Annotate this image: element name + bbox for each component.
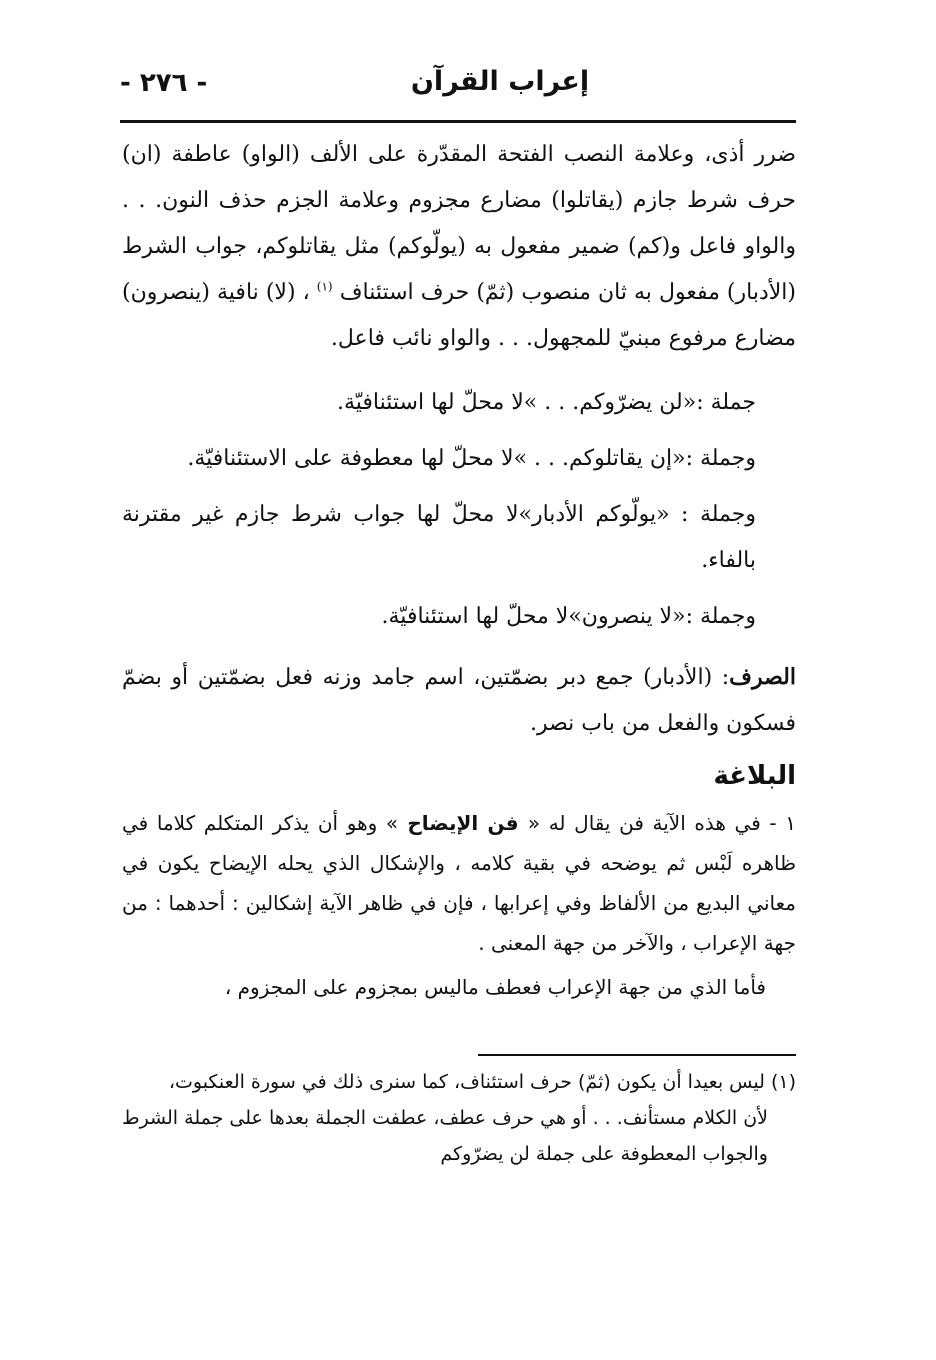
page-number: - ٢٧٦ -: [120, 68, 208, 98]
morphology-label: الصرف: [729, 664, 796, 690]
text-line: ضرر أذى، وعلامة النصب الفتحة المقدّرة على الألف (الواو) عاطفة: [171, 142, 796, 167]
footnote-1-continuation: [122, 1100, 796, 1172]
page-header: [120, 62, 796, 108]
sentence-note-4: وجملة :«لا ينصرون»لا محلّ لها استئنافيّة.: [381, 604, 756, 629]
text-line: في معاني البديع من الألفاظ وفي إعرابها ، فإن في ظاهر الآية إشكالين :: [122, 851, 797, 915]
text-line: (لا) نافية (ينصرون) مضارع مرفوع مبنيّ للمجهول. . . والواو نائب: [122, 280, 796, 351]
footnote-line: الشرط والجواب المعطوفة على جملة لن يضرّوكم: [122, 1107, 768, 1165]
footnote-line: لأن الكلام مستأنف. . . أو هي حرف عطف، عطفت الجملة بعدها على جملة: [184, 1107, 768, 1129]
sentence-note-2: وجملة :«إن يقاتلوكم. . . »لا محلّ لها معطوفة على الاستئنافيّة.: [187, 446, 756, 471]
footnote-reference: (١): [316, 279, 333, 294]
text-line: بضمّتين أو بضمّ فسكون والفعل من باب نصر.: [122, 665, 796, 736]
text-line: ١ - في هذه الآية فن يقال له «: [527, 811, 797, 835]
text-line: أحدهما : من جهة الإعراب ، والآخر من جهة المعنى .: [122, 891, 796, 955]
term-bold: فن الإيضاح: [398, 811, 528, 835]
text-line: فاعل.: [330, 326, 385, 351]
text-line: : (الأدبار) جمع دبر بضمّتين، اسم جامد وزنه فعل: [275, 665, 730, 690]
sentence-note-1: جملة :«لن يضرّوكم. . . »لا محلّ لها استئنافيّة.: [336, 390, 756, 415]
text-line: النون. . . والواو فاعل و(كم) ضمير مفعول به (يولّوكم) مثل يقاتلوكم،: [122, 188, 796, 259]
text-line: ظاهره لَبْس ثم يوضحه في بقية كلامه ، والإشكال الذي يحله الإيضاح يكون: [157, 851, 796, 875]
header-rule: [120, 120, 796, 123]
footnote-1: [122, 1064, 796, 1100]
footnote-line: (١) ليس بعيدا أن يكون (ثمّ) حرف استئناف، كما سنرى ذلك في سورة العنكبوت،: [168, 1071, 796, 1093]
morphology-paragraph: [122, 654, 796, 747]
text-line: وجملة : «يولّوكم الأدبار»لا محلّ لها جواب شرط جازم غير مقترنة: [122, 502, 756, 527]
footnotes: [122, 1064, 796, 1172]
parsing-paragraph: ضرر أذى، وعلامة النصب الفتحة المقدّرة على الألف (الواو) عاطفة (ان) حرف شرط جازم (يقاتلوا) مضارع مجزوم وعلامة الجزم حذف النون. . . والواو فاعل و(كم) ضمير مفعول به (يولّوكم) مثل يقاتلوكم، جواب الشرط (الأدبار) مفعول به ثان منصوب (ثمّ) حرف استئناف $^{(١)}$ ، (لا) نافية (ينصرون) مضارع مرفوع مبنيّ للمجهول. . . والواو نائب فاعل.: [122, 142, 797, 351]
text-line: » وهو أن يذكر المتكلم كلاما في: [122, 811, 399, 835]
text-line: (ان) حرف شرط جازم (يقاتلوا) مضارع مجزوم وعلامة الجزم حذف: [122, 142, 796, 213]
main-text: [122, 132, 796, 1007]
rhetoric-continuation: فأما الذي من جهة الإعراب فعطف ماليس بمجزوم على المجزوم ،: [224, 975, 766, 999]
rhetoric-paragraph: [122, 803, 796, 963]
text-line: جواب الشرط (الأدبار) مفعول به ثان منصوب (ثمّ) حرف استئناف: [122, 234, 797, 305]
text-line: بالفاء.: [701, 548, 756, 573]
rhetoric-heading: البلاغة: [713, 761, 796, 791]
footnote-rule: [478, 1054, 796, 1056]
sentence-note-3: [122, 492, 796, 584]
running-title: إعراب القرآن: [410, 66, 590, 97]
